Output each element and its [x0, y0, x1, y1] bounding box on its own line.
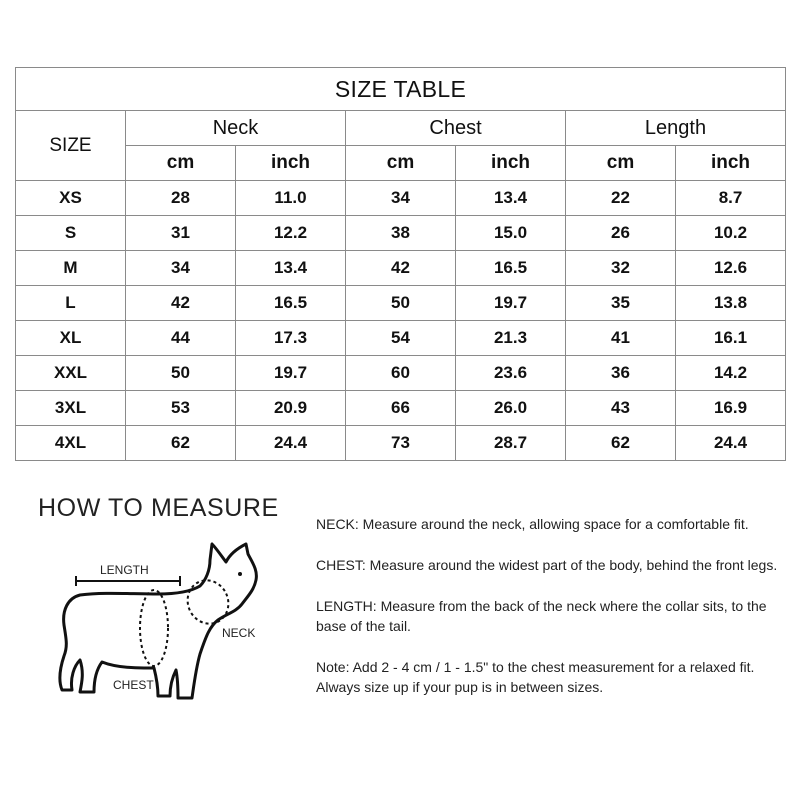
- measurement-cell: 66: [346, 391, 456, 426]
- measurement-cell: 16.9: [676, 391, 786, 426]
- measurement-cell: 50: [126, 356, 236, 391]
- measurement-cell: 20.9: [236, 391, 346, 426]
- measurement-cell: 34: [126, 251, 236, 286]
- measurement-cell: 32: [566, 251, 676, 286]
- chest-measure-loop: [140, 590, 168, 666]
- table-row: [16, 216, 786, 251]
- measurement-cell: 14.2: [676, 356, 786, 391]
- measurement-cell: 13.4: [456, 181, 566, 216]
- measurement-cell: 10.2: [676, 216, 786, 251]
- measurement-cell: 8.7: [676, 181, 786, 216]
- table-row: [16, 251, 786, 286]
- measurement-cell: 42: [346, 251, 456, 286]
- measurement-cell: 50: [346, 286, 456, 321]
- measurement-cell: 21.3: [456, 321, 566, 356]
- measurement-cell: 28.7: [456, 426, 566, 461]
- measurement-cell: 16.5: [236, 286, 346, 321]
- length-cm-header: cm: [566, 146, 676, 181]
- dog-silhouette: [60, 544, 257, 698]
- measure-instructions: [316, 514, 796, 718]
- measurement-cell: 11.0: [236, 181, 346, 216]
- measurement-cell: 73: [346, 426, 456, 461]
- size-label-cell: XL: [16, 321, 126, 356]
- measurement-cell: 16.1: [676, 321, 786, 356]
- measurement-cell: 41: [566, 321, 676, 356]
- chest-inch-header: inch: [456, 146, 566, 181]
- measurement-cell: 53: [126, 391, 236, 426]
- length-inch-header: inch: [676, 146, 786, 181]
- measurement-cell: 24.4: [676, 426, 786, 461]
- measurement-cell: 60: [346, 356, 456, 391]
- dog-measurement-figure: [50, 540, 280, 730]
- measurement-cell: 42: [126, 286, 236, 321]
- measurement-cell: 54: [346, 321, 456, 356]
- size-label-cell: 4XL: [16, 426, 126, 461]
- length-instruction: LENGTH: Measure from the back of the neck where the collar sits, to the base of the tail.: [316, 598, 767, 634]
- size-table: [15, 67, 786, 461]
- table-body: [16, 181, 786, 461]
- neck-inch-header: inch: [236, 146, 346, 181]
- measurement-cell: 28: [126, 181, 236, 216]
- table-row: [16, 391, 786, 426]
- measurement-cell: 26.0: [456, 391, 566, 426]
- measurement-cell: 31: [126, 216, 236, 251]
- table-row: [16, 426, 786, 461]
- table-row: [16, 181, 786, 216]
- table-row: [16, 321, 786, 356]
- measurement-cell: 35: [566, 286, 676, 321]
- chest-group-header: Chest: [346, 111, 566, 146]
- size-label-cell: S: [16, 216, 126, 251]
- measurement-cell: 38: [346, 216, 456, 251]
- chest-cm-header: cm: [346, 146, 456, 181]
- size-label-cell: XXL: [16, 356, 126, 391]
- size-label-cell: 3XL: [16, 391, 126, 426]
- size-column-header: SIZE: [16, 111, 126, 181]
- measurement-cell: 16.5: [456, 251, 566, 286]
- neck-cm-header: cm: [126, 146, 236, 181]
- dog-eye-icon: [238, 572, 242, 576]
- table-title: SIZE TABLE: [16, 68, 786, 111]
- length-group-header: Length: [566, 111, 786, 146]
- fit-note: Note: Add 2 - 4 cm / 1 - 1.5" to the chest measurement for a relaxed fit. Always size up if your pup is in between sizes.: [316, 659, 755, 695]
- measurement-cell: 24.4: [236, 426, 346, 461]
- measurement-cell: 43: [566, 391, 676, 426]
- length-label: LENGTH: [100, 563, 149, 577]
- measurement-cell: 44: [126, 321, 236, 356]
- size-label-cell: M: [16, 251, 126, 286]
- measurement-cell: 62: [566, 426, 676, 461]
- measurement-cell: 62: [126, 426, 236, 461]
- size-label-cell: XS: [16, 181, 126, 216]
- how-to-measure-title: HOW TO MEASURE: [38, 494, 279, 522]
- measurement-cell: 23.6: [456, 356, 566, 391]
- neck-measure-loop: [181, 574, 236, 631]
- chest-instruction: CHEST: Measure around the widest part of the body, behind the front legs.: [316, 557, 778, 573]
- measurement-cell: 36: [566, 356, 676, 391]
- measurement-cell: 17.3: [236, 321, 346, 356]
- size-label-cell: L: [16, 286, 126, 321]
- measurement-cell: 13.8: [676, 286, 786, 321]
- neck-group-header: Neck: [126, 111, 346, 146]
- measurement-cell: 19.7: [456, 286, 566, 321]
- measurement-cell: 13.4: [236, 251, 346, 286]
- table-row: [16, 356, 786, 391]
- neck-instruction: NECK: Measure around the neck, allowing space for a comfortable fit.: [316, 516, 749, 532]
- measurement-cell: 12.2: [236, 216, 346, 251]
- chest-label: CHEST: [113, 678, 154, 692]
- measurement-cell: 19.7: [236, 356, 346, 391]
- table-row: [16, 286, 786, 321]
- neck-label: NECK: [222, 626, 256, 640]
- measurement-cell: 34: [346, 181, 456, 216]
- measurement-cell: 22: [566, 181, 676, 216]
- measurement-cell: 12.6: [676, 251, 786, 286]
- measurement-cell: 26: [566, 216, 676, 251]
- measurement-cell: 15.0: [456, 216, 566, 251]
